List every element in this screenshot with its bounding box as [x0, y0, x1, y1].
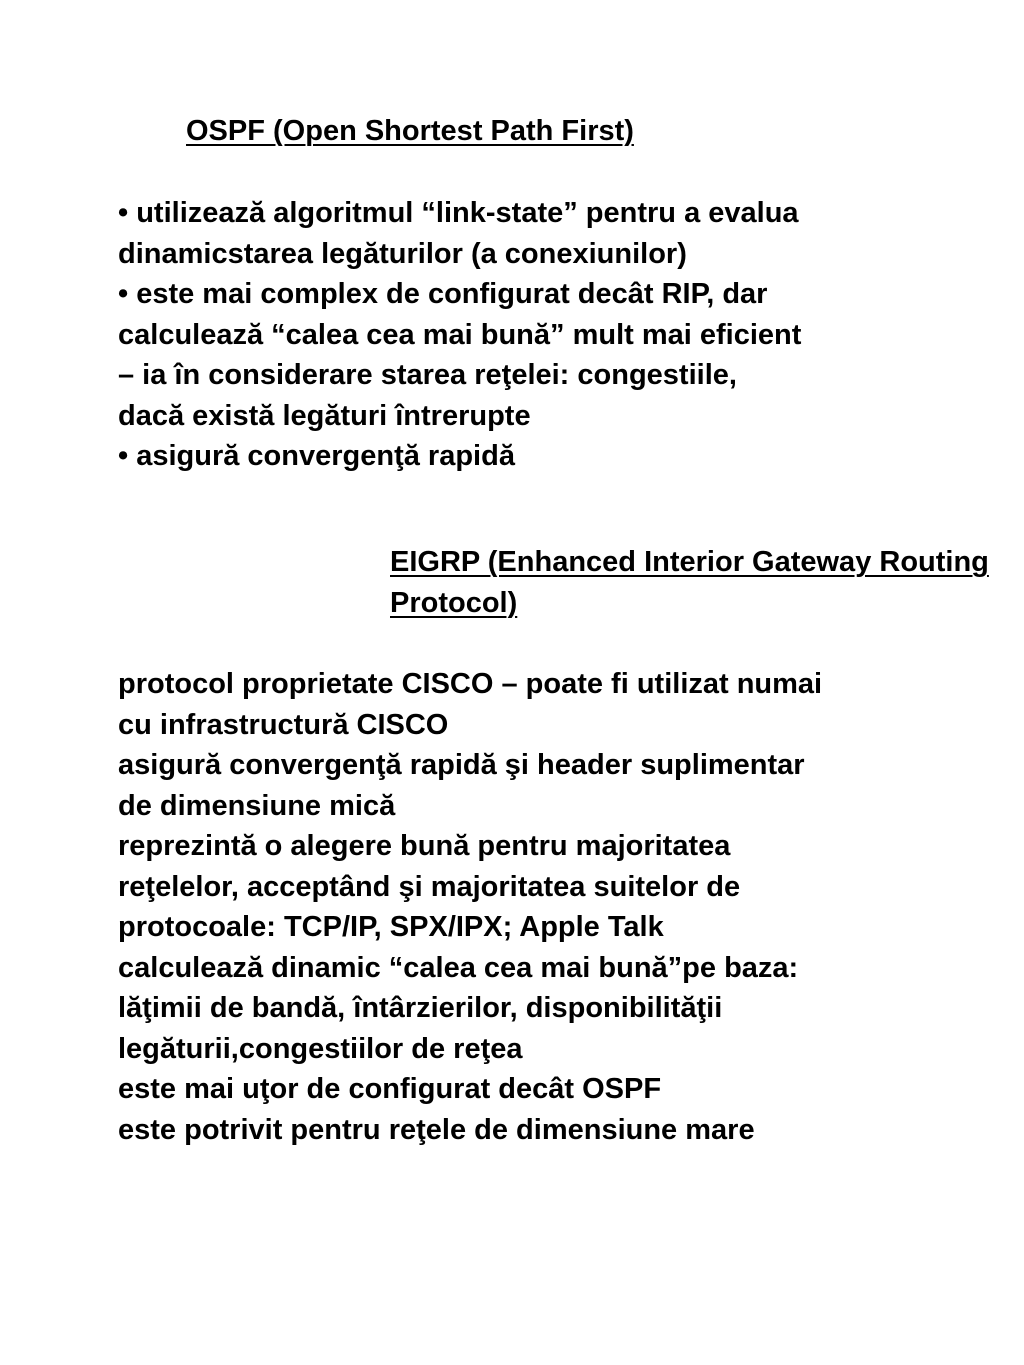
ospf-description	[118, 193, 1018, 477]
ospf-line: • asigură convergenţă rapidă	[118, 440, 515, 472]
eigrp-line: este mai uţor de configurat decât OSPF	[118, 1073, 662, 1105]
eigrp-line: legăturii,congestiilor de reţea	[118, 1032, 523, 1065]
ospf-line: dinamicstarea legăturilor (a conexiunilor)	[118, 237, 687, 270]
ospf-line: dacă există legături întrerupte	[118, 399, 531, 432]
eigrp-line: protocol proprietate CISCO – poate fi utilizat numai	[118, 668, 823, 700]
ospf-line: • utilizează algoritmul “link-state” pentru a evalua	[118, 197, 799, 229]
eigrp-line: reţelelor, acceptând şi majoritatea suitelor de	[118, 870, 741, 903]
eigrp-description	[118, 664, 1018, 1150]
ospf-line: calculează “calea cea mai bună” mult mai eficient	[118, 318, 802, 351]
eigrp-line: cu infrastructură CISCO	[118, 708, 449, 741]
eigrp-line: lăţimii de bandă, întârzierilor, disponibilităţii	[118, 992, 723, 1024]
eigrp-line: de dimensiune mică	[118, 789, 396, 822]
eigrp-title: EIGRP (Enhanced Interior Gateway Routing Protocol)	[390, 546, 989, 619]
eigrp-line: calculează dinamic “calea cea mai bună”pe baza:	[118, 951, 799, 984]
eigrp-line: reprezintă o alegere bună pentru majoritatea	[118, 830, 731, 862]
eigrp-line: asigură convergenţă rapidă şi header suplimentar	[118, 749, 805, 781]
ospf-line: – ia în considerare starea reţelei: congestiile,	[118, 359, 737, 391]
ospf-line: • este mai complex de configurat decât RIP, dar	[118, 278, 768, 310]
eigrp-line: este potrivit pentru reţele de dimensiune mare	[118, 1113, 755, 1146]
eigrp-line: protocoale: TCP/IP, SPX/IPX; Apple Talk	[118, 911, 664, 943]
ospf-title: OSPF (Open Shortest Path First)	[186, 115, 634, 147]
